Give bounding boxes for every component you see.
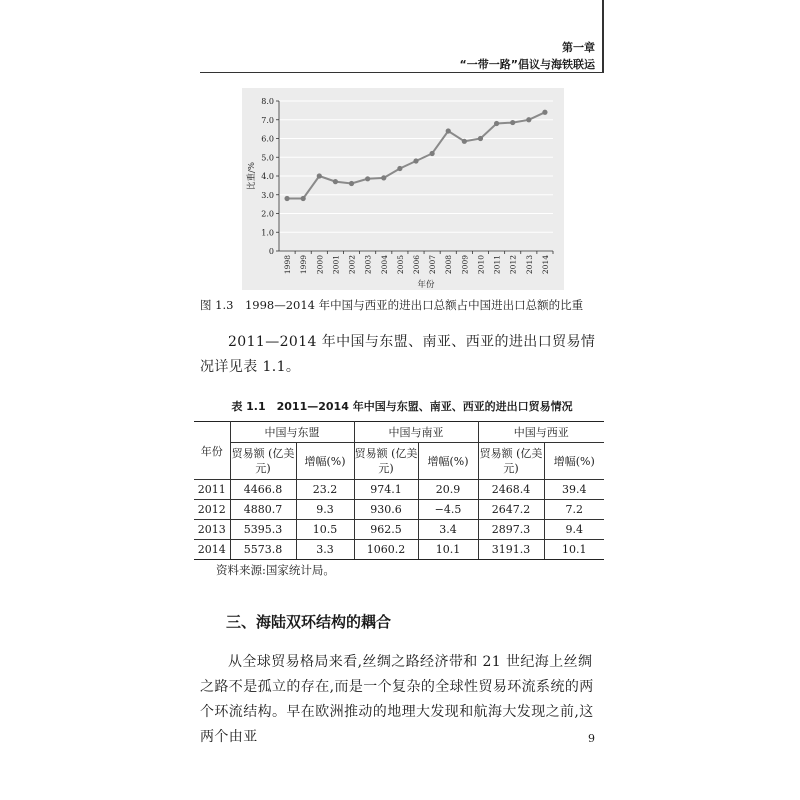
x-tick-label: 2002 bbox=[347, 255, 357, 275]
table-cell: 3.4 bbox=[418, 520, 478, 540]
x-axis-label: 年份 bbox=[417, 280, 435, 290]
data-point bbox=[510, 120, 515, 125]
y-tick-label: 5.0 bbox=[261, 153, 274, 163]
paragraph-1: 2011—2014 年中国与东盟、南亚、西亚的进出口贸易情况详见表 1.1。 bbox=[200, 334, 596, 375]
data-point bbox=[301, 196, 306, 201]
x-tick-label: 2008 bbox=[444, 255, 454, 275]
x-tick-label: 2014 bbox=[540, 255, 550, 275]
page-number: 9 bbox=[588, 732, 595, 745]
x-tick-label: 2001 bbox=[331, 255, 341, 275]
table-cell: 4466.8 bbox=[230, 480, 296, 500]
table-cell: 2013 bbox=[194, 520, 230, 540]
table-cell: 10.1 bbox=[418, 540, 478, 560]
x-tick-label: 2005 bbox=[395, 255, 405, 275]
y-tick-label: 4.0 bbox=[261, 172, 274, 181]
table-cell: 7.2 bbox=[544, 500, 604, 520]
x-tick-label: 2011 bbox=[492, 255, 502, 275]
group-header-west-asia: 中国与西亚 bbox=[478, 422, 604, 443]
x-tick-label: 2009 bbox=[460, 255, 470, 275]
data-point bbox=[462, 139, 467, 144]
table-row bbox=[194, 500, 604, 520]
x-tick-label: 2000 bbox=[315, 255, 325, 275]
table-cell: 3191.3 bbox=[478, 540, 544, 560]
subheader-growth: 增幅(%) bbox=[418, 443, 478, 480]
table-cell: 9.3 bbox=[296, 500, 354, 520]
data-point bbox=[478, 136, 483, 141]
table-cell: 3.3 bbox=[296, 540, 354, 560]
data-point bbox=[446, 128, 451, 133]
y-tick-label: 1.0 bbox=[261, 228, 274, 238]
table-cell: 2012 bbox=[194, 500, 230, 520]
y-axis-label: 比重/% bbox=[247, 162, 257, 190]
subheader-amount: 贸易额 (亿美元) bbox=[230, 443, 296, 480]
subheader-growth: 增幅(%) bbox=[296, 443, 354, 480]
running-header-title: “一带一路”倡议与海铁联运 bbox=[459, 58, 595, 71]
data-point bbox=[284, 196, 289, 201]
table-cell: 20.9 bbox=[418, 480, 478, 500]
subheader-growth: 增幅(%) bbox=[544, 443, 604, 480]
table-cell: 5395.3 bbox=[230, 520, 296, 540]
y-tick-label: 3.0 bbox=[261, 190, 274, 200]
x-tick-label: 2010 bbox=[476, 255, 486, 275]
table-cell: 4880.7 bbox=[230, 500, 296, 520]
table-source-note: 资料来源:国家统计局。 bbox=[216, 563, 335, 577]
y-tick-label: 7.0 bbox=[261, 115, 274, 125]
table-cell: 2014 bbox=[194, 540, 230, 560]
table-cell: 39.4 bbox=[544, 480, 604, 500]
table-row bbox=[194, 520, 604, 540]
x-tick-label: 2013 bbox=[524, 255, 534, 275]
table-title: 表 1.1 2011—2014 年中国与东盟、南亚、西亚的进出口贸易情况 bbox=[231, 400, 573, 413]
group-header-asean: 中国与东盟 bbox=[230, 422, 354, 443]
chart-svg bbox=[242, 88, 564, 290]
table-cell: 9.4 bbox=[544, 520, 604, 540]
data-point bbox=[349, 181, 354, 186]
table-cell: 2011 bbox=[194, 480, 230, 500]
data-point bbox=[333, 179, 338, 184]
x-tick-label: 2004 bbox=[379, 255, 389, 275]
table-row bbox=[194, 540, 604, 560]
y-tick-label: 2.0 bbox=[261, 209, 274, 219]
x-tick-label: 2012 bbox=[508, 255, 518, 275]
table-cell: 962.5 bbox=[354, 520, 418, 540]
section-heading: 三、海陆双环结构的耦合 bbox=[226, 613, 392, 631]
table-cell: −4.5 bbox=[418, 500, 478, 520]
line-chart bbox=[242, 88, 564, 290]
x-tick-label: 1999 bbox=[299, 255, 309, 275]
table-cell: 930.6 bbox=[354, 500, 418, 520]
table-cell: 974.1 bbox=[354, 480, 418, 500]
y-tick-label: 0 bbox=[268, 247, 274, 256]
data-point bbox=[397, 166, 402, 171]
data-point bbox=[430, 151, 435, 156]
table-cell: 23.2 bbox=[296, 480, 354, 500]
table-cell: 2647.2 bbox=[478, 500, 544, 520]
year-header: 年份 bbox=[194, 422, 230, 480]
table-row bbox=[194, 480, 604, 500]
table-cell: 2897.3 bbox=[478, 520, 544, 540]
x-tick-label: 2007 bbox=[428, 255, 438, 275]
trade-table bbox=[194, 421, 604, 560]
table-cell: 10.1 bbox=[544, 540, 604, 560]
data-point bbox=[542, 110, 547, 115]
data-point bbox=[494, 121, 499, 126]
x-tick-label: 2003 bbox=[363, 255, 373, 275]
edge-rule bbox=[602, 0, 604, 72]
header-divider bbox=[200, 72, 604, 73]
group-header-south-asia: 中国与南亚 bbox=[354, 422, 478, 443]
paragraph-2: 从全球贸易格局来看,丝绸之路经济带和 21 世纪海上丝绸之路不是孤立的存在,而是一个复杂的全球性贸易环流系统的两个环流结构。早在欧洲推动的地理大发现和航海大发现之前,这两个由亚 bbox=[200, 654, 594, 745]
data-point bbox=[526, 117, 531, 122]
y-tick-label: 8.0 bbox=[261, 97, 274, 106]
y-tick-label: 6.0 bbox=[261, 134, 274, 144]
figure-caption: 图 1.3 1998—2014 年中国与西亚的进出口总额占中国进出口总额的比重 bbox=[200, 298, 584, 312]
data-point bbox=[413, 158, 418, 163]
x-tick-label: 2006 bbox=[412, 255, 421, 275]
table-cell: 5573.8 bbox=[230, 540, 296, 560]
x-tick-label: 1998 bbox=[283, 255, 293, 275]
data-point bbox=[365, 176, 370, 181]
running-header-chapter: 第一章 bbox=[562, 41, 595, 54]
table-cell: 10.5 bbox=[296, 520, 354, 540]
table-cell: 1060.2 bbox=[354, 540, 418, 560]
subheader-amount: 贸易额 (亿美元) bbox=[354, 443, 418, 480]
data-point bbox=[381, 175, 386, 180]
subheader-amount: 贸易额 (亿美元) bbox=[478, 443, 544, 480]
table-cell: 2468.4 bbox=[478, 480, 544, 500]
data-point bbox=[317, 173, 322, 178]
